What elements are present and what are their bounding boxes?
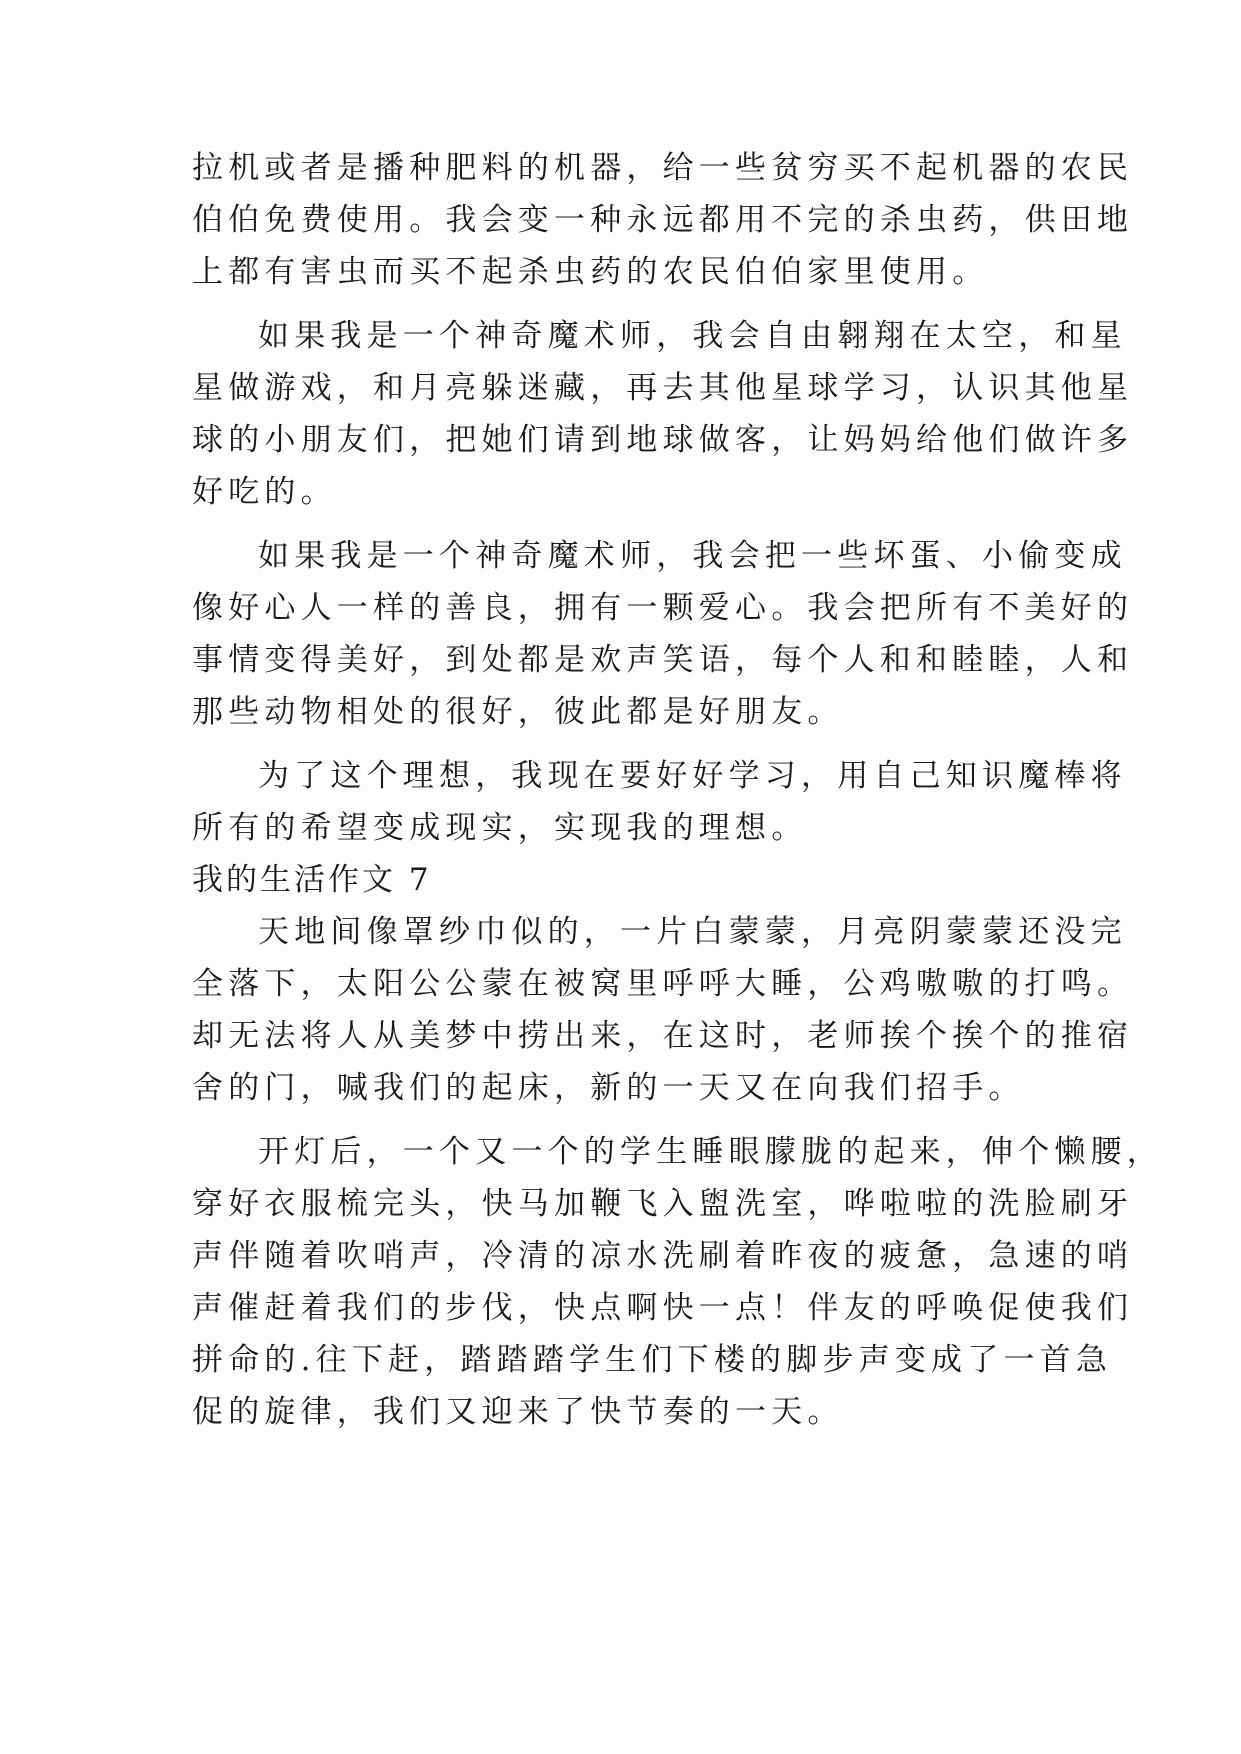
text-line: 上都有害虫而买不起杀虫药的农民伯伯家里使用。 — [192, 254, 989, 290]
text-line: 促的旋律，我们又迎来了快节奏的一天。 — [192, 1394, 844, 1430]
text-line: 如果我是一个神奇魔术师，我会把一些坏蛋、小偷变成 — [258, 538, 1127, 574]
text-line: 如果我是一个神奇魔术师，我会自由翱翔在太空，和星 — [258, 318, 1127, 354]
text-line: 却无法将人从美梦中捞出来，在这时，老师挨个挨个的推宿 — [192, 1018, 1134, 1054]
text-line: 事情变得美好，到处都是欢声笑语，每个人和和睦睦，人和 — [192, 642, 1134, 678]
text-line: 像好心人一样的善良，拥有一颗爱心。我会把所有不美好的 — [192, 590, 1134, 626]
text-line: 那些动物相处的很好，彼此都是好朋友。 — [192, 694, 844, 730]
text-line: 球的小朋友们，把她们请到地球做客，让妈妈给他们做许多 — [192, 422, 1134, 458]
text-line: 拼命的.往下赶，踏踏踏学生们下楼的脚步声变成了一首急 — [192, 1342, 1113, 1378]
text-line: 好吃的。 — [192, 474, 337, 510]
section-heading: 我的生活作文 7 — [192, 862, 432, 898]
text-line: 天地间像罩纱巾似的，一片白蒙蒙，月亮阴蒙蒙还没完 — [258, 914, 1127, 950]
text-line: 穿好衣服梳完头，快马加鞭飞入盥洗室，哗啦啦的洗脸刷牙 — [192, 1186, 1134, 1222]
text-line: 所有的希望变成现实，实现我的理想。 — [192, 810, 808, 846]
text-line: 声催赶着我们的步伐，快点啊快一点！伴友的呼唤促使我们 — [192, 1290, 1134, 1326]
text-line: 全落下，太阳公公蒙在被窝里呼呼大睡，公鸡嗷嗷的打鸣。 — [192, 966, 1134, 1002]
text-line: 星做游戏，和月亮躲迷藏，再去其他星球学习，认识其他星 — [192, 370, 1134, 406]
text-line: 声伴随着吹哨声，冷清的凉水洗刷着昨夜的疲惫，急速的哨 — [192, 1238, 1134, 1274]
text-line: 拉机或者是播种肥料的机器，给一些贫穷买不起机器的农民 — [192, 150, 1134, 186]
text-line: 为了这个理想，我现在要好好学习，用自己知识魔棒将 — [258, 758, 1127, 794]
text-line: 舍的门，喊我们的起床，新的一天又在向我们招手。 — [192, 1070, 1025, 1106]
text-line: 开灯后，一个又一个的学生睡眼朦胧的起来，伸个懒腰， — [258, 1134, 1163, 1170]
text-line: 伯伯免费使用。我会变一种永远都用不完的杀虫药，供田地 — [192, 202, 1134, 238]
